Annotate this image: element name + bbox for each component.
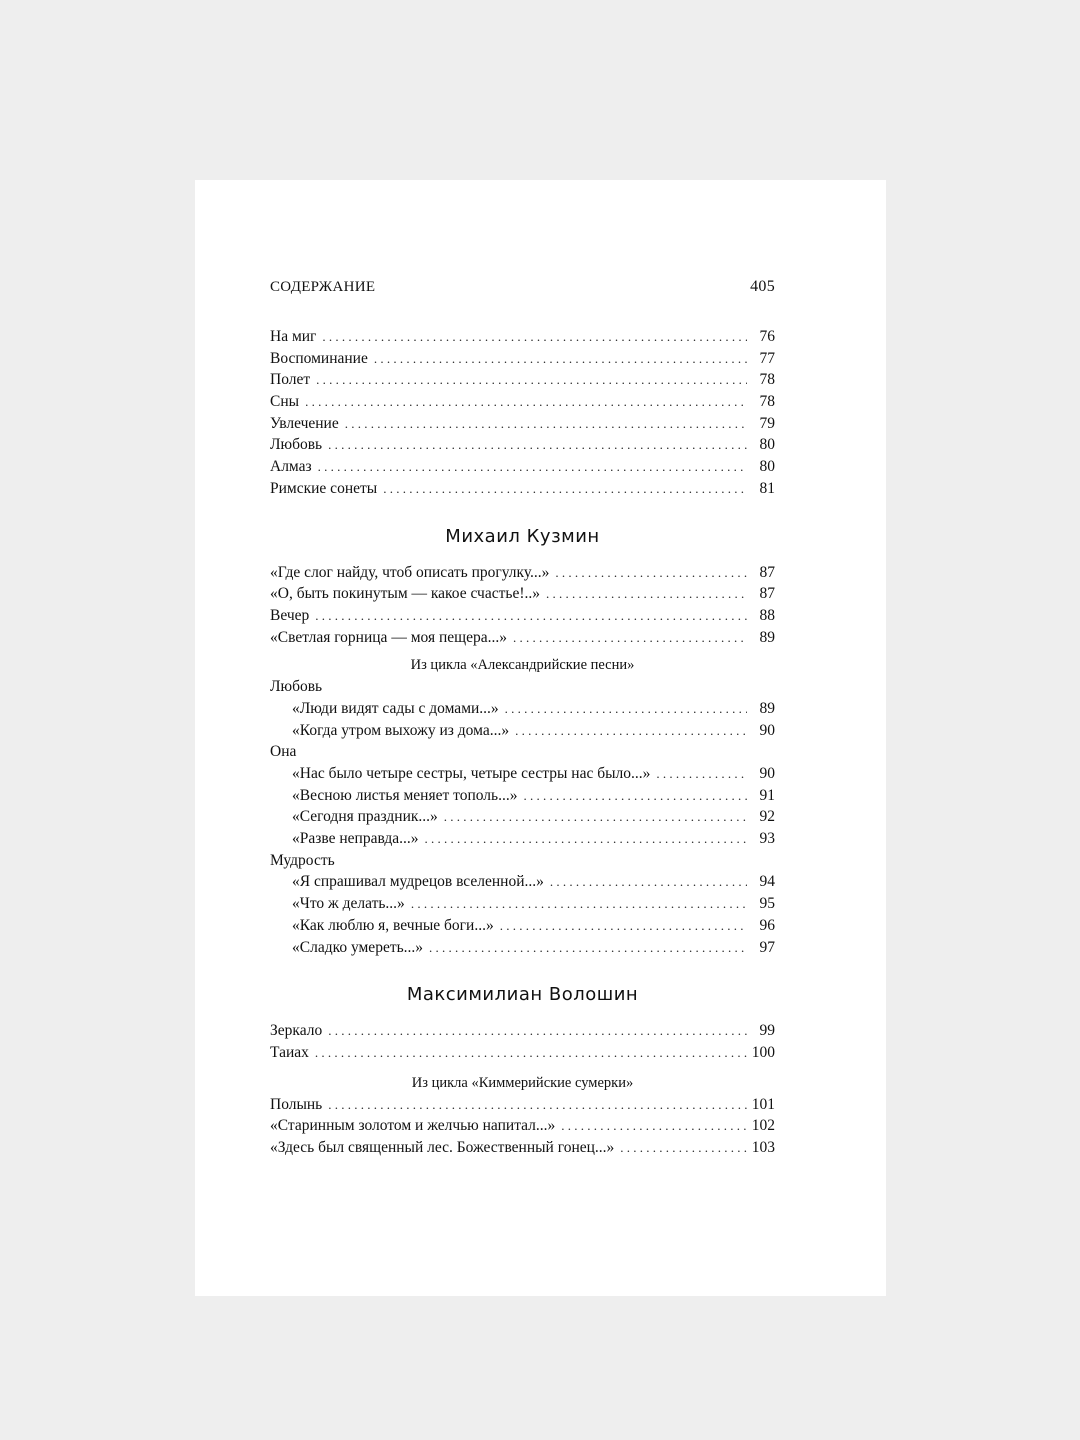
toc-entry: «Что ж делать...» . . . 95 <box>270 893 775 915</box>
author-heading-voloshin: Максимилиан Волошин <box>406 984 639 1006</box>
book-page <box>195 180 886 1296</box>
toc-entry: Вечер . . . 88 <box>270 605 775 627</box>
toc-entry: «Здесь был священный лес. Божественный гонец...» . . . 103 <box>270 1137 775 1159</box>
toc-entry: «Как люблю я, вечные боги...» . . . 96 <box>270 915 775 937</box>
toc-entry: «Разве неправда...» . . . 93 <box>270 828 775 850</box>
toc-entry: Воспоминание . . . 77 <box>270 348 775 370</box>
toc-entry: «Я спрашивал мудрецов вселенной...» . . . 94 <box>270 871 775 893</box>
toc-entry: Увлечение . . . 79 <box>270 413 775 435</box>
running-head <box>270 276 775 298</box>
toc-entry: Любовь . . . 80 <box>270 434 775 456</box>
toc-entry: Алмаз . . . 80 <box>270 456 775 478</box>
toc-entry: На миг . . . 76 <box>270 326 775 348</box>
toc-entry: Римские сонеты . . . 81 <box>270 478 775 500</box>
toc-content <box>270 276 775 1159</box>
group-heading: Мудрость <box>270 851 335 869</box>
toc-entry: Зеркало . . . 99 <box>270 1020 775 1042</box>
toc-entry: «О, быть покинутым — какое счастье!..» . . . 87 <box>270 583 775 605</box>
toc-entry: «Весною листья меняет тополь...» . . . 91 <box>270 785 775 807</box>
toc-entry: «Светлая горница — моя пещера...» . . . 89 <box>270 627 775 649</box>
toc-entry: «Где слог найду, чтоб описать прогулку...» . . . 87 <box>270 562 775 584</box>
toc-entry: Полет . . . 78 <box>270 369 775 391</box>
group-heading: Она <box>270 743 297 761</box>
running-head-title: СОДЕРЖАНИЕ <box>270 279 376 295</box>
group-heading: Любовь <box>270 678 323 696</box>
toc-entry: «Нас было четыре сестры, четыре сестры нас было...» . . . 90 <box>270 763 775 785</box>
toc-entry: «Старинным золотом и желчью напитал...» . . . 102 <box>270 1115 775 1137</box>
page-number: 405 <box>750 278 775 295</box>
toc-entry: «Когда утром выхожу из дома...» . . . 90 <box>270 720 775 742</box>
cycle-heading-alexandrian: Из цикла «Александрийские песни» <box>410 657 635 674</box>
toc-entry: Таиах . . . 100 <box>270 1042 775 1064</box>
toc-entry: «Сладко умереть...» . . . 97 <box>270 937 775 959</box>
toc-section-top <box>270 326 775 500</box>
toc-entry: «Сегодня праздник...» . . . 92 <box>270 806 775 828</box>
toc-entry: Сны . . . 78 <box>270 391 775 413</box>
cycle-heading-cimmerian: Из цикла «Киммерийские сумерки» <box>411 1074 634 1091</box>
toc-entry: «Люди видят сады с домами...» . . . 89 <box>270 698 775 720</box>
author-heading-kuzmin: Михаил Кузмин <box>445 525 600 547</box>
toc-entry: Полынь . . . 101 <box>270 1094 775 1116</box>
